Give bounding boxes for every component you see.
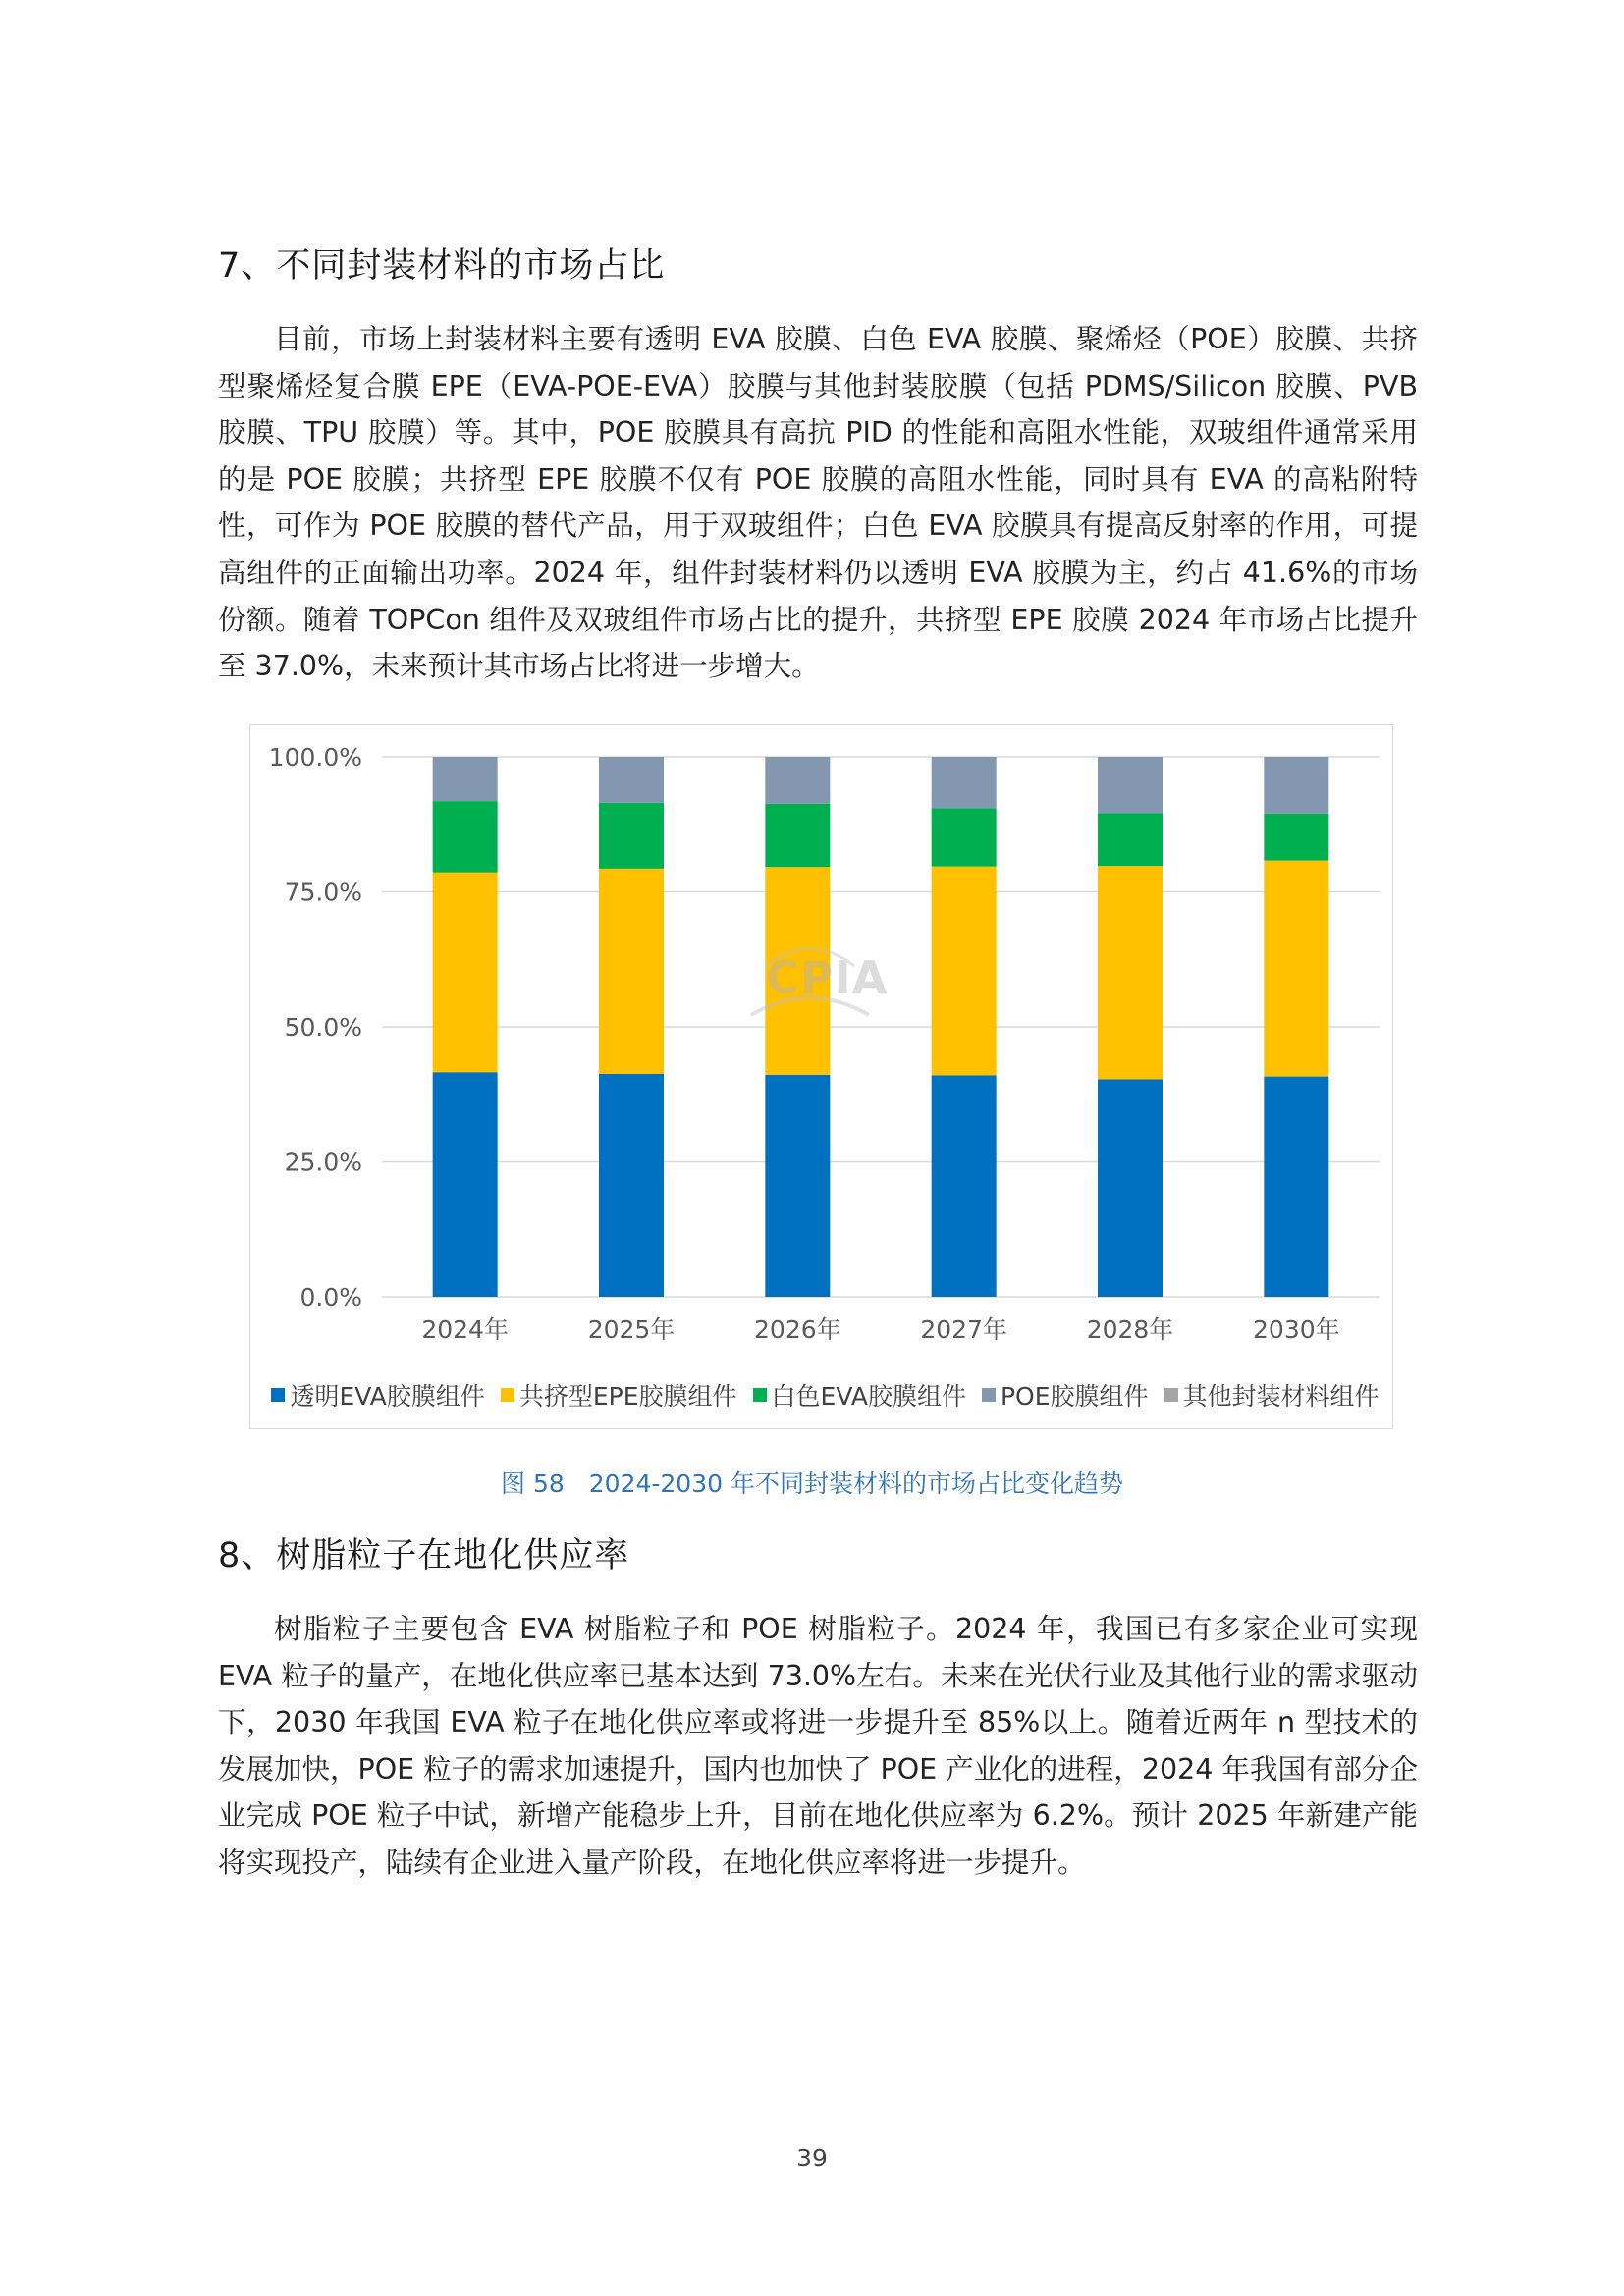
bar-segment [765,804,830,867]
y-tick-label: 50.0% [284,1013,362,1041]
legend-swatch [982,1388,996,1402]
bar-segment [765,867,830,1075]
x-tick-label: 2026年 [754,1315,841,1344]
bar-segment [433,873,498,1072]
x-tick-label: 2027年 [920,1315,1007,1344]
legend-swatch [271,1388,285,1402]
y-tick-label: 0.0% [299,1283,362,1311]
bar-segment [599,869,664,1074]
bar-segment [1098,757,1163,813]
section-8-heading: 8、树脂粒子在地化供应率 [218,1536,630,1575]
chart-legend [268,1377,1382,1413]
legend-item [982,1377,1149,1413]
bar-segment [1098,813,1163,866]
y-tick-label: 100.0% [268,743,362,772]
legend-label: 白色EVA胶膜组件 [771,1382,966,1411]
y-tick-label: 75.0% [284,878,362,907]
bar-segment [433,801,498,873]
legend-label: POE胶膜组件 [1000,1382,1149,1411]
bar-segment [932,757,997,808]
bar-segment [1098,1079,1163,1297]
bar-segment [599,757,664,803]
bar-segment [1264,814,1328,861]
bar-segment [433,757,498,801]
bar-segment [599,803,664,869]
legend-item [501,1377,737,1413]
bar-segment [932,1076,997,1298]
stacked-bar-chart [250,725,1394,1430]
bar-segment [1098,866,1163,1079]
bar-segment [765,757,830,804]
x-tick-label: 2025年 [587,1315,676,1344]
y-tick-label: 25.0% [284,1148,362,1177]
figure-caption: 图 58 2024-2030 年不同封装材料的市场占比变化趋势 [501,1469,1123,1498]
legend-swatch [501,1388,514,1402]
watermark-logo-text: CPIA [766,951,889,1004]
bar-segment [932,867,997,1076]
legend-item [753,1377,966,1413]
bar-segment [1264,757,1328,814]
section-7-heading: 7、不同封装材料的市场占比 [218,246,666,286]
legend-item [271,1377,484,1413]
legend-swatch [1164,1388,1178,1402]
legend-item [1164,1377,1380,1413]
bar-segment [765,1075,830,1297]
legend-swatch [753,1388,767,1402]
section-8-paragraph: 树脂粒子主要包含 EVA 树脂粒子和 POE 树脂粒子。2024 年，我国已有多家企业可实现 EVA 粒子的量产，在地化供应率已基本达到 73.0%左右。未来在光伏行业及其他行业的需求驱动下，2030 年我国 EVA 粒子在地化供应率或将进一步提升至 85%以上。随着近两年 n 型技术的发展加快，POE 粒子的需求加速提升，国内也加快了 POE 产业化的进程，2024 年我国有部分企业完成 POE 粒子中试，新增产能稳步上升，目前在地化供应率为 6.2%。预计 2025 年新建产能将实现投产，陆续有企业进入量产阶段，在地化供应率将进一步提升。 [218,1613,1418,1879]
market-share-chart [249,724,1393,1429]
bar-segment [1264,861,1328,1077]
bar-segment [433,1072,498,1297]
section-7-paragraph: 目前，市场上封装材料主要有透明 EVA 胶膜、白色 EVA 胶膜、聚烯烃（POE）胶膜、共挤型聚烯烃复合膜 EPE（EVA-POE-EVA）胶膜与其他封装胶膜（包括 PDMS/Silicon 胶膜、PVB 胶膜、TPU 胶膜）等。其中，POE 胶膜具有高抗 PID 的性能和高阻水性能，双玻组件通常采用的是 POE 胶膜；共挤型 EPE 胶膜不仅有 POE 胶膜的高阻水性能，同时具有 EVA 的高粘附特性，可作为 POE 胶膜的替代产品，用于双玻组件；白色 EVA 胶膜具有提高反射率的作用，可提高组件的正面输出功率。2024 年，组件封装材料仍以透明 EVA 胶膜为主，约占 41.6%的市场份额。随着 TOPCon 组件及双玻组件市场占比的提升，共挤型 EPE 胶膜 2024 年市场占比提升至 37.0%，未来预计其市场占比将进一步增大。 [218,323,1418,683]
legend-label: 透明EVA胶膜组件 [290,1382,485,1411]
bar-segment [932,808,997,866]
x-tick-label: 2030年 [1253,1315,1340,1344]
x-tick-label: 2028年 [1086,1315,1174,1344]
page-number: 39 [796,2144,828,2172]
bar-segment [1264,1077,1328,1297]
x-tick-label: 2024年 [421,1315,509,1344]
legend-label: 共挤型EPE胶膜组件 [518,1382,737,1411]
legend-label: 其他封装材料组件 [1182,1382,1380,1411]
bar-segment [599,1074,664,1297]
